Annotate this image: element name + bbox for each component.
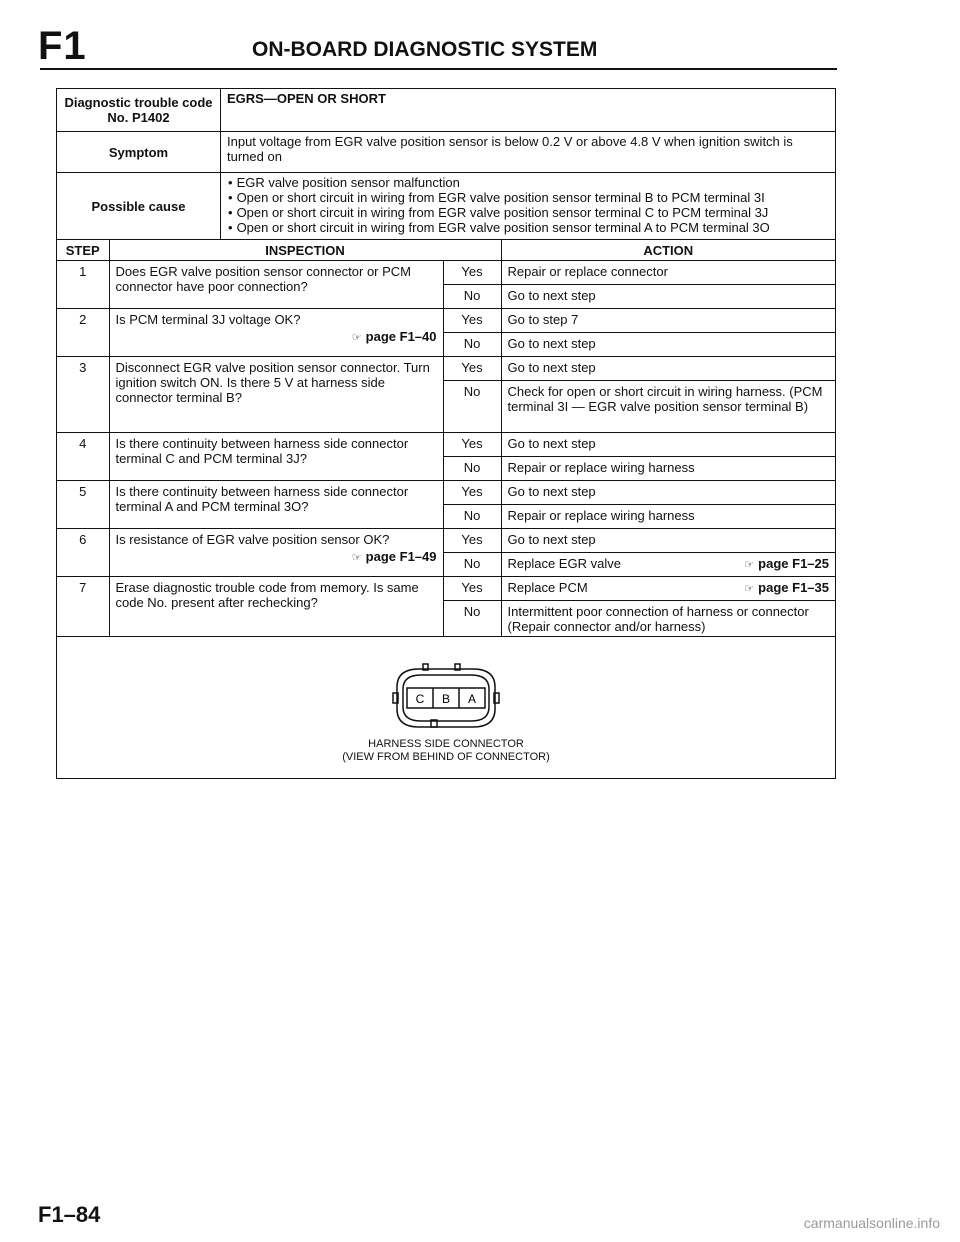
terminal-a-label: A: [467, 692, 477, 706]
step-number: 2: [57, 309, 109, 357]
yes-action: Go to next step: [501, 481, 835, 505]
table-row: [57, 309, 835, 333]
no-action: Repair or replace wiring harness: [501, 505, 835, 529]
step-number: 5: [57, 481, 109, 529]
yes-label: Yes: [443, 357, 501, 381]
cause-item: • EGR valve position sensor malfunction: [239, 175, 829, 190]
dtc-row: [57, 89, 835, 132]
no-label: No: [443, 505, 501, 529]
table-row: [57, 529, 835, 553]
inspection-text: Is resistance of EGR valve position sensor OK?: [115, 532, 390, 547]
inspection-header-row: [57, 240, 835, 261]
page-reference-text: page F1–49: [365, 549, 437, 564]
yes-action: Go to step 7: [501, 309, 835, 333]
no-action: Replace EGR valve: [507, 556, 621, 571]
page-title: ON-BOARD DIAGNOSTIC SYSTEM: [252, 38, 598, 61]
step-number: 6: [57, 529, 109, 577]
pointing-hand-icon: ☞: [351, 332, 362, 344]
step-number: 4: [57, 433, 109, 481]
page-reference[interactable]: [744, 556, 829, 573]
inspection-text: Is PCM terminal 3J voltage OK?: [115, 312, 301, 327]
watermark: carmanualsonline.info: [803, 1215, 940, 1231]
yes-action: Go to next step: [501, 357, 835, 381]
table-row: [57, 481, 835, 505]
table-row: [57, 261, 835, 285]
inspection-cell: [109, 309, 443, 357]
pointing-hand-icon: ☞: [351, 552, 362, 564]
cause-list: [227, 175, 829, 235]
table-row: [57, 577, 835, 601]
page-number: F1–84: [38, 1202, 101, 1227]
yes-action: Go to next step: [501, 529, 835, 553]
no-label: No: [443, 333, 501, 357]
yes-label: Yes: [443, 529, 501, 553]
inspection-text: Is there continuity between harness side connector terminal C and PCM terminal 3J?: [109, 433, 443, 481]
cause-item: • Open or short circuit in wiring from EGR valve position sensor terminal B to PCM terminal 3I: [239, 190, 829, 205]
yes-label: Yes: [443, 577, 501, 601]
symptom-row: [57, 132, 835, 173]
harness-connector-icon: [57, 649, 835, 744]
section-code: F1: [38, 24, 87, 68]
inspection-text: Erase diagnostic trouble code from memory. Is same code No. present after rechecking?: [109, 577, 443, 637]
yes-label: Yes: [443, 433, 501, 457]
yes-action-cell: [501, 577, 835, 601]
table-row: [57, 357, 835, 381]
no-action: Go to next step: [501, 333, 835, 357]
inspection-text: Disconnect EGR valve position sensor connector. Turn ignition switch ON. Is there 5 V at harness side connector terminal B?: [109, 357, 443, 433]
page-reference[interactable]: [116, 329, 437, 346]
page-reference-text: page F1–25: [758, 556, 829, 571]
page-reference-text: page F1–40: [365, 329, 437, 344]
pointing-hand-icon: ☞: [744, 559, 755, 571]
connector-caption-line2: (VIEW FROM BEHIND OF CONNECTOR): [342, 751, 550, 763]
inspection-cell: [109, 529, 443, 577]
inspection-text: Does EGR valve position sensor connector or PCM connector have poor connection?: [109, 261, 443, 309]
cause-row: [57, 173, 835, 240]
no-label: No: [443, 381, 501, 433]
table-row: [57, 433, 835, 457]
symptom-value: Input voltage from EGR valve position sensor is below 0.2 V or above 4.8 V when ignition switch is turned on: [221, 132, 836, 173]
no-action: Intermittent poor connection of harness or connector (Repair connector and/or harness): [501, 601, 835, 637]
page-reference-text: page F1–35: [758, 580, 829, 595]
step-number: 7: [57, 577, 109, 637]
cause-label: Possible cause: [57, 173, 221, 240]
diagnostic-procedure-box: [56, 88, 836, 779]
yes-action: Replace PCM: [507, 580, 588, 595]
symptom-label: Symptom: [57, 132, 221, 173]
terminal-b-label: B: [441, 692, 451, 706]
yes-label: Yes: [443, 481, 501, 505]
step-header: STEP: [57, 240, 109, 261]
step-number: 1: [57, 261, 109, 309]
no-action-cell: [501, 553, 835, 577]
connector-caption-line1: HARNESS SIDE CONNECTOR: [368, 738, 524, 750]
yes-action: Go to next step: [501, 433, 835, 457]
inspection-table: [57, 240, 835, 637]
dtc-value: EGRS—OPEN OR SHORT: [221, 89, 836, 132]
yes-action: Repair or replace connector: [501, 261, 835, 285]
inspection-header: INSPECTION: [109, 240, 501, 261]
no-action: Repair or replace wiring harness: [501, 457, 835, 481]
no-label: No: [443, 601, 501, 637]
connector-diagram: [57, 649, 835, 777]
yes-label: Yes: [443, 261, 501, 285]
cause-item: • Open or short circuit in wiring from EGR valve position sensor terminal A to PCM terminal 3O: [239, 220, 829, 235]
cause-item: • Open or short circuit in wiring from EGR valve position sensor terminal C to PCM terminal 3J: [239, 205, 829, 220]
no-action: Check for open or short circuit in wiring harness. (PCM terminal 3I — EGR valve position sensor terminal B): [501, 381, 835, 433]
page-reference[interactable]: [116, 549, 437, 566]
header-rule: [40, 68, 837, 70]
inspection-text: Is there continuity between harness side connector terminal A and PCM terminal 3O?: [109, 481, 443, 529]
no-label: No: [443, 285, 501, 309]
dtc-label: Diagnostic trouble code No. P1402: [57, 89, 221, 132]
no-label: No: [443, 457, 501, 481]
pointing-hand-icon: ☞: [744, 583, 755, 595]
terminal-c-label: C: [415, 692, 425, 706]
yes-label: Yes: [443, 309, 501, 333]
cause-value: [221, 173, 836, 240]
no-label: No: [443, 553, 501, 577]
dtc-info-table: [57, 89, 835, 240]
step-number: 3: [57, 357, 109, 433]
page-reference[interactable]: [744, 580, 829, 597]
action-header: ACTION: [501, 240, 835, 261]
no-action: Go to next step: [501, 285, 835, 309]
